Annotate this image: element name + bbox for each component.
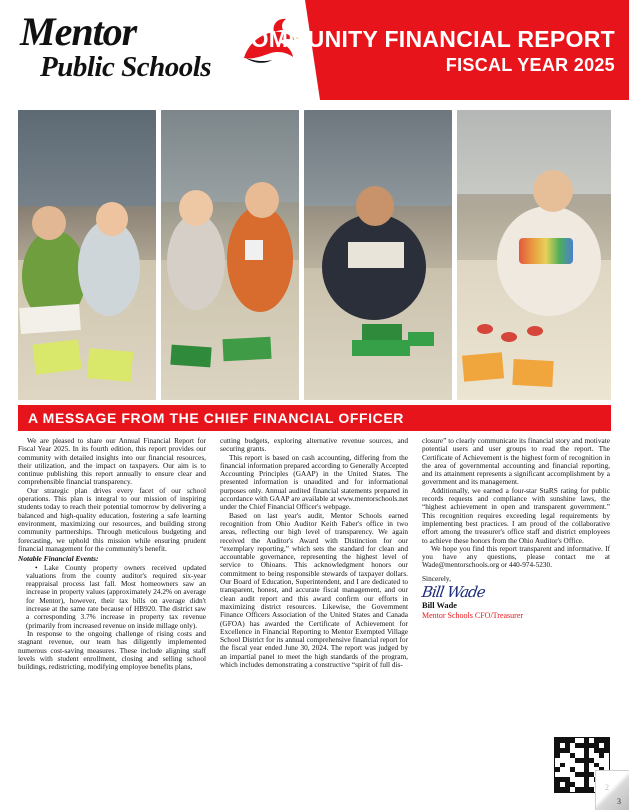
column-3 xyxy=(422,437,610,797)
col2-paragraph-1: cutting budgets, exploring alternative revenue sources, and securing grants. xyxy=(220,436,408,454)
header-title-block xyxy=(234,26,615,76)
col1-paragraph-3: In response to the ongoing challenge of rising costs and stagnant revenue, our team has diligently implemented numerous cost-saving measures. These include aligning staff levels with student enrollment, closing and selling school buildings, redistricting, modifying employee benefits plans, xyxy=(18,628,206,672)
photo-students-working-1 xyxy=(18,110,156,400)
signer-title: Mentor Schools CFO/Treasurer xyxy=(422,611,524,621)
section-header-bar xyxy=(18,405,611,431)
page-number: 3 xyxy=(617,797,621,806)
col3-paragraph-3: We hope you find this report transparent and informative. If you have any questions, please contact me at Wade@mentorschools.org or 440-974-5230. xyxy=(422,543,610,570)
report-title: COMMUNITY FINANCIAL REPORT xyxy=(233,26,615,52)
photo-student-counters xyxy=(457,110,611,400)
col3-paragraph-1: closure” to clearly communicate its financial story and motivate potential users and user groups to read the report. The Certificate of Achievement is the highest form of recognition in the area of governmental accounting and financial reporting, and its attainment represents a significant accomplishment by a government and its management. xyxy=(422,436,610,487)
col3-paragraph-2: Additionally, we earned a four-star StaRS rating for public records requests and compliance with sunshine laws, the “highest achievement in open and transparent government.” This recognition requires exceeding legal requirements by implementing best practices. I am proud of the collaborative effort among the treasurer's office staff and district employees to achieve these honors from the Ohio Auditor's Office. xyxy=(422,485,610,545)
logo-public-schools-text: Public Schools xyxy=(40,51,212,83)
photo-students-working-2 xyxy=(161,110,299,400)
photo-strip xyxy=(18,110,611,400)
photo-student-blocks xyxy=(304,110,453,400)
page-header xyxy=(0,0,629,100)
article-body xyxy=(18,437,611,797)
col2-paragraph-3: Based on last year's audit, Mentor Schools earned recognition from Ohio Auditor Keith Faber's office in two areas, reflecting our high level of transparency. We again received the Auditor's Award with Distinction for our “exemplary reporting,” which sets the standard for clean and accountable governance, representing the highest level of service to Ohioans. This acknowledgment honors our commitment to being responsible stewards of taxpayer dollars. Our Board of Education, Superintendent, and I are dedicated to transparent, honest, and accurate fiscal management, and our clean audit report and this award confirm our efforts in maximizing district resources. Likewise, the Government Finance Officers Association of the United States and Canada (GFOA) has awarded the Certificate of Achievement for Excellence in Financial Reporting to Mentor Exempted Village School District for its annual comprehensive financial report for the fiscal year ended June 30, 2024. The report was judged by an impartial panel to meet the high standards of the program, which includes demonstrating a constructive “spirit of full dis- xyxy=(220,510,408,670)
notable-events-heading: Notable Financial Events: xyxy=(18,554,99,564)
signature-block xyxy=(422,575,610,621)
logo-mentor-text: Mentor xyxy=(20,9,137,54)
handwritten-signature: Bill Wade xyxy=(420,583,486,602)
page-corner-fold xyxy=(595,770,629,810)
page-number-ghost: 2 xyxy=(605,783,609,792)
closing-salutation: Sincerely, xyxy=(422,573,451,583)
col1-paragraph-1: We are pleased to share our Annual Financial Report for Fiscal Year 2025. In its fourth edition, this report provides our community with detailed insights into our financial resources, their utilization, and the impact on taxpayers. Our aim is to continue publishing this report annually to ensure clear and comprehensible financial transparency. xyxy=(18,436,206,487)
section-title: A MESSAGE FROM THE CHIEF FINANCIAL OFFICER xyxy=(28,410,404,426)
signer-name: Bill Wade xyxy=(422,601,457,611)
col2-paragraph-2: This report is based on cash accounting, differing from the financial information prepared according to Generally Accepted Accounting Principles (GAAP) in the United States. The presented information is unaudited and for informational purposes only. Annual audited financial statements prepared in accordance with GAAP are available at www.mentorschools.net under the Chief Financial Officer's webpage. xyxy=(220,452,408,512)
notable-events-bullet-1: • Lake County property owners received updated valuations from the county auditor's required six-year reappraisal process last fall. Most homeowners saw an increase in property values (approximately 24.2% on average for Mentor), however, their tax bills on average didn't increase at the same rate because of HB920. The district saw a corresponding 3.7% increase in property tax revenue (primarily from increased revenue on inside millage only). xyxy=(26,562,206,630)
column-1 xyxy=(18,437,206,797)
col1-paragraph-2: Our strategic plan drives every facet of our school operations. This plan is integral to our mission of inspiring students today to reach their potential tomorrow by delivering a balanced and high-quality education, fostering a safe learning environment, maximizing our resources, and building strong community partnerships. Through meticulous budgeting and forecasting, we uphold this mission while ensuring prudent financial management for the community's benefit. xyxy=(18,485,206,553)
report-fiscal-year: FISCAL YEAR 2025 xyxy=(445,55,615,75)
column-2 xyxy=(220,437,408,797)
